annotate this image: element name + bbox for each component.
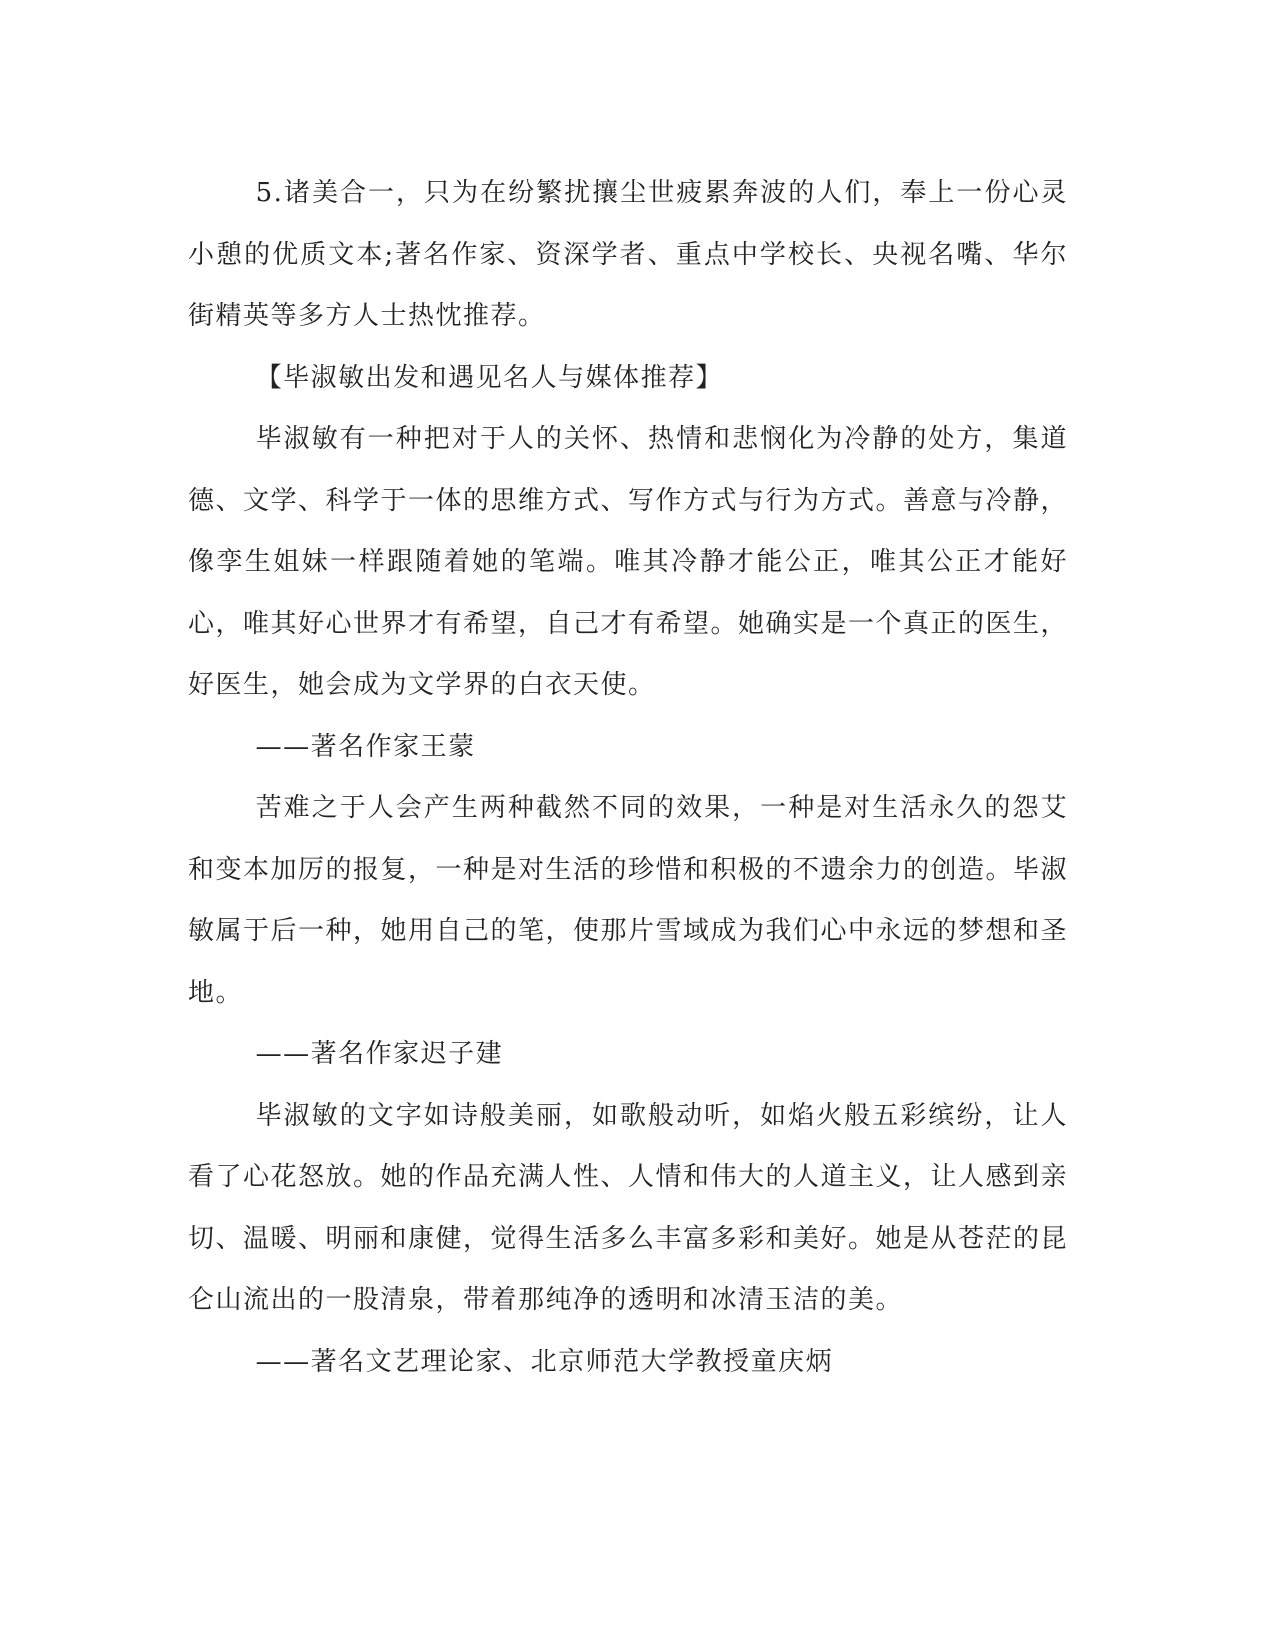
paragraph-chi-zijian: 苦难之于人会产生两种截然不同的效果，一种是对生活永久的怨艾和变本加厉的报复，一种是对生活的珍惜和积极的不遗余力的创造。毕淑敏属于后一种，她用自己的笔，使那片雪域成为我们心中永远的梦想和圣地。 bbox=[188, 793, 1069, 1008]
signature-chi-zijian: ——著名作家迟子建 bbox=[255, 1039, 504, 1069]
paragraph-tong-qingbing: 毕淑敏的文字如诗般美丽，如歌般动听，如焰火般五彩缤纷，让人看了心花怒放。她的作品充满人性、人情和伟大的人道主义，让人感到亲切、温暖、明丽和康健，觉得生活多么丰富多彩和美好。她是从苍茫的昆仑山流出的一股清泉，带着那纯净的透明和冰清玉洁的美。 bbox=[188, 1100, 1069, 1315]
section-heading: 【毕淑敏出发和遇见名人与媒体推荐】 bbox=[255, 362, 724, 393]
paragraph-wang-meng: 毕淑敏有一种把对于人的关怀、热情和悲悯化为冷静的处方，集道德、文学、科学于一体的思维方式、写作方式与行为方式。善意与冷静，像孪生姐妹一样跟随着她的笔端。唯其冷静才能公正，唯其公正才能好心，唯其好心世界才有希望，自己才有希望。她确实是一个真正的医生，好医生，她会成为文学界的白衣天使。 bbox=[188, 424, 1069, 700]
signature-wang-meng: ——著名作家王蒙 bbox=[255, 731, 476, 762]
paragraph-intro: 5.诸美合一，只为在纷繁扰攘尘世疲累奔波的人们，奉上一份心灵小憩的优质文本;著名作家、资深学者、重点中学校长、央视名嘴、华尔街精英等多方人士热忱推荐。 bbox=[188, 178, 1068, 331]
signature-tong-qingbing: ——著名文艺理论家、北京师范大学教授童庆炳 bbox=[255, 1346, 834, 1377]
document-body bbox=[188, 163, 1068, 1393]
